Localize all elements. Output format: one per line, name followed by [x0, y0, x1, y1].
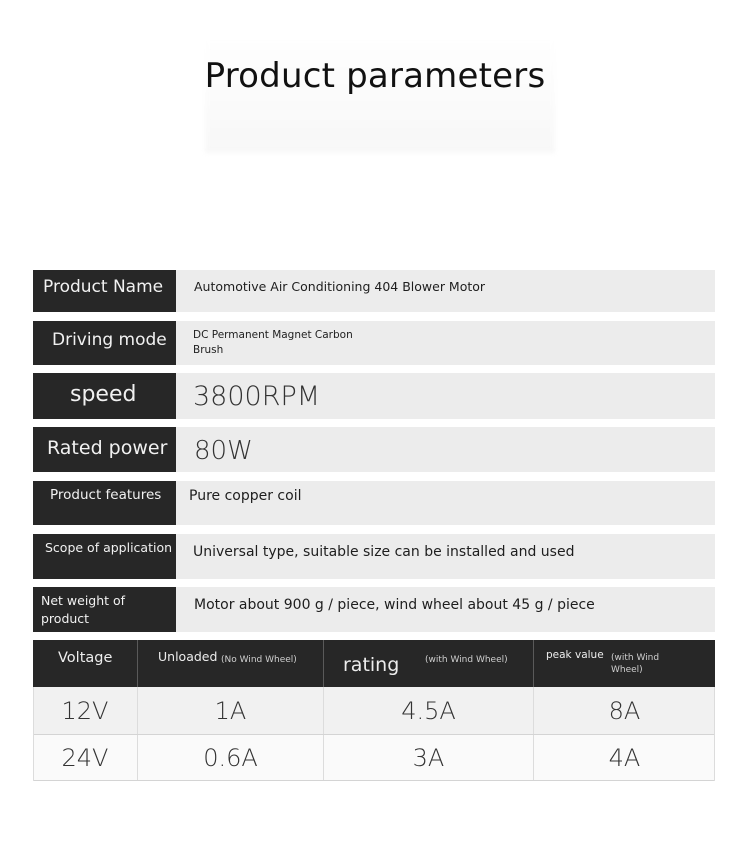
cell-rating: 3A — [412, 743, 445, 772]
spec-row-driving-mode — [33, 321, 715, 365]
spec-value: Motor about 900 g / piece, wind wheel about 45 g / piece — [194, 597, 595, 613]
spec-value-line1: DC Permanent Magnet Carbon — [193, 329, 353, 341]
spec-value: Universal type, suitable size can be installed and used — [193, 544, 575, 560]
header-rating — [324, 640, 533, 687]
spec-row-rated-power — [33, 427, 715, 472]
spec-label-cell — [33, 481, 176, 525]
table-right-border — [714, 687, 715, 781]
spec-value-line2: Brush — [193, 344, 224, 356]
spec-label-cell — [33, 427, 176, 472]
current-table — [33, 640, 715, 781]
header-voltage — [33, 640, 137, 687]
header-peak-note-line2: Wheel) — [611, 665, 643, 675]
table-left-border — [33, 687, 34, 781]
spec-value-cell — [176, 427, 715, 472]
header-unloaded — [138, 640, 323, 687]
spec-label: Rated power — [47, 437, 168, 459]
spec-row-speed — [33, 373, 715, 419]
cell-rating: 4.5A — [401, 696, 456, 725]
spec-label: speed — [70, 382, 137, 407]
table-header-row — [33, 640, 715, 687]
cell-voltage: 24V — [61, 743, 109, 772]
spec-label-line2: product — [41, 611, 90, 626]
header-rating-label: rating — [343, 654, 400, 676]
spec-label-cell — [33, 373, 176, 419]
spec-label-cell — [33, 587, 176, 632]
spec-label-cell — [33, 270, 176, 312]
spec-value-cell — [176, 270, 715, 312]
spec-row-product-name — [33, 270, 715, 312]
header-rating-note: (with Wind Wheel) — [425, 655, 508, 665]
spec-value-cell — [176, 534, 715, 579]
cell-peak: 8A — [608, 696, 641, 725]
header-peak-note-line1: (with Wind — [611, 653, 660, 663]
header-voltage-label: Voltage — [58, 650, 113, 666]
spec-label: Scope of application — [45, 540, 173, 555]
spec-label: Driving mode — [52, 330, 167, 350]
header-unloaded-note: (No Wind Wheel) — [221, 655, 297, 665]
spec-label-line1: Net weight of — [41, 593, 126, 608]
row-divider — [33, 734, 715, 735]
spec-value-cell — [176, 321, 715, 365]
page-title: Product parameters — [204, 56, 546, 96]
spec-row-scope-of-application — [33, 534, 715, 579]
header-unloaded-label: Unloaded — [158, 649, 218, 664]
cell-peak: 4A — [608, 743, 641, 772]
spec-value: Pure copper coil — [189, 488, 302, 504]
spec-label-cell — [33, 321, 176, 365]
spec-label: Product features — [50, 487, 162, 503]
cell-voltage: 12V — [61, 696, 109, 725]
spec-value: 3800RPM — [193, 381, 321, 412]
spec-value-cell — [176, 587, 715, 632]
header-peak-label: peak value — [546, 649, 604, 661]
spec-row-product-features — [33, 481, 715, 525]
spec-value: Automotive Air Conditioning 404 Blower Motor — [194, 279, 486, 294]
spec-value-cell — [176, 481, 715, 525]
spec-row-net-weight — [33, 587, 715, 632]
spec-value-cell — [176, 373, 715, 419]
spec-value: 80W — [194, 436, 253, 466]
cell-unloaded: 1A — [214, 696, 247, 725]
table-row — [33, 734, 715, 781]
table-bottom-border — [33, 780, 715, 781]
table-row — [33, 687, 715, 734]
cell-unloaded: 0.6A — [203, 743, 258, 772]
spec-label: Product Name — [43, 277, 164, 297]
header-peak — [534, 640, 715, 687]
spec-label-cell — [33, 534, 176, 579]
